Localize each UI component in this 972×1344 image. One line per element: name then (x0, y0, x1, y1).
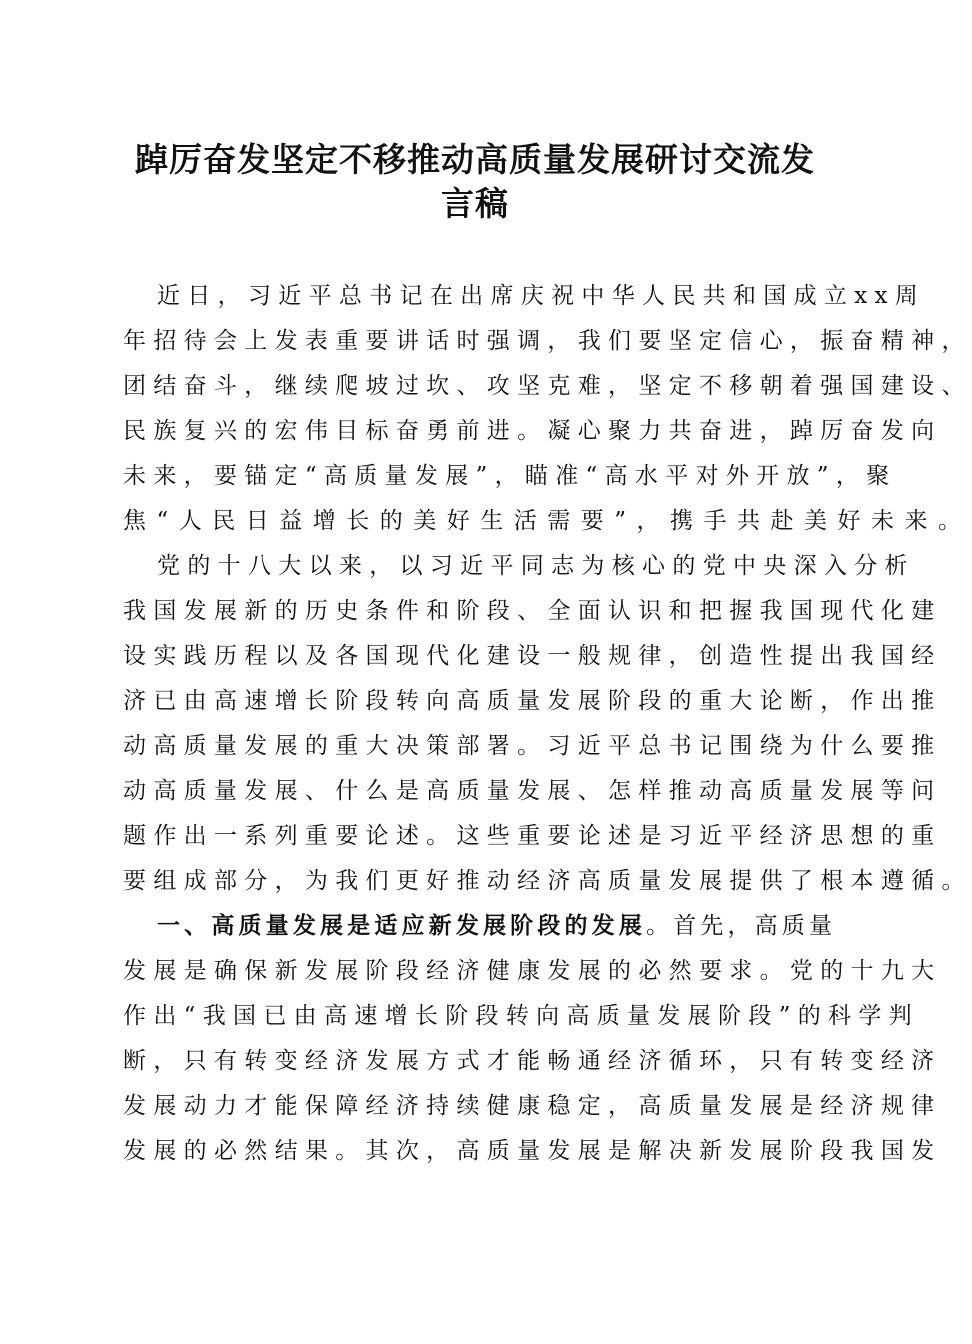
text-line: 焦“人民日益增长的美好生活需要”，携手共赴美好未来。 (123, 508, 972, 534)
text-line: 党 的 十 八 大 以 来 ， 以 习 近 平 同 志 为 核 心 的 党 中 央 深 入 分 析 (157, 553, 908, 579)
paragraph-3 (123, 904, 935, 1174)
text-line: 济 已 由 高 速 增 长 阶 段 转 向 高 质 量 发 展 阶 段 的 重 大 论 断 ， 作 出 推 (123, 688, 935, 714)
heading-rest: 。首先，高质量 (646, 913, 833, 939)
text-line: 年 招 待 会 上 发 表 重 要 讲 话 时 强 调 ， 我 们 要 坚 定 信 心 ， 振 奋 精 神 ， (123, 328, 965, 354)
text-line: 动 高 质 量 发 展 、 什 么 是 高 质 量 发 展 、 怎 样 推 动 高 质 量 发 展 等 问 (123, 778, 935, 804)
paragraph-1 (123, 274, 972, 544)
text-line: 未 来 ， 要 锚 定 “ 高 质 量 发 展 ” ， 瞄 准 “ 高 水 平 对 外 开 放 ” ， 聚 (123, 463, 890, 489)
text-line: 发 展 动 力 才 能 保 障 经 济 持 续 健 康 稳 定 ， 高 质 量 发 展 是 经 济 规 律 (123, 1093, 935, 1119)
text-line: 我 国 发 展 新 的 历 史 条 件 和 阶 段 、 全 面 认 识 和 把 握 我 国 现 代 化 建 (123, 598, 935, 624)
text-line: 题 作 出 一 系 列 重 要 论 述 。 这 些 重 要 论 述 是 习 近 平 经 济 思 想 的 重 (123, 823, 935, 849)
paragraph-2 (123, 544, 965, 904)
text-line: 民 族 复 兴 的 宏 伟 目 标 奋 勇 前 进 。 凝 心 聚 力 共 奋 进 ， 踔 厉 奋 发 向 (123, 418, 935, 444)
text-line: 设 实 践 历 程 以 及 各 国 现 代 化 建 设 一 般 规 律 ， 创 造 性 提 出 我 国 经 (123, 643, 935, 669)
text-line: 发 展 是 确 保 新 发 展 阶 段 经 济 健 康 发 展 的 必 然 要 求 。 党 的 十 九 大 (123, 958, 935, 984)
document-title (110, 138, 840, 226)
document-body (123, 274, 972, 1174)
text-line: 团 结 奋 斗 ， 继 续 爬 坡 过 坎 、 攻 坚 克 难 ， 坚 定 不 移 朝 着 强 国 建 设 、 (123, 373, 965, 399)
text-line: 要 组 成 部 分 ， 为 我 们 更 好 推 动 经 济 高 质 量 发 展 提 供 了 根 本 遵 循 。 (123, 868, 965, 894)
text-line: 发 展 的 必 然 结 果 。 其 次 ， 高 质 量 发 展 是 解 决 新 发 展 阶 段 我 国 发 (123, 1138, 935, 1164)
section-heading: 一、高质量发展是适应新发展阶段的发展 (157, 913, 646, 939)
text-line: 动 高 质 量 发 展 的 重 大 决 策 部 署 。 习 近 平 总 书 记 围 绕 为 什 么 要 推 (123, 733, 935, 759)
text-line: 作 出 “ 我 国 已 由 高 速 增 长 阶 段 转 向 高 质 量 发 展 阶 段 ” 的 科 学 判 (123, 1003, 912, 1029)
title-line-2: 言稿 (441, 184, 509, 223)
text-line (123, 904, 832, 949)
text-line: 近 日 ， 习 近 平 总 书 记 在 出 席 庆 祝 中 华 人 民 共 和 国 成 立 x x 周 (157, 283, 918, 309)
text-line: 断 ， 只 有 转 变 经 济 发 展 方 式 才 能 畅 通 经 济 循 环 ， 只 有 转 变 经 济 (123, 1048, 935, 1074)
title-line-1: 踔厉奋发坚定不移推动高质量发展研讨交流发 (135, 140, 815, 179)
